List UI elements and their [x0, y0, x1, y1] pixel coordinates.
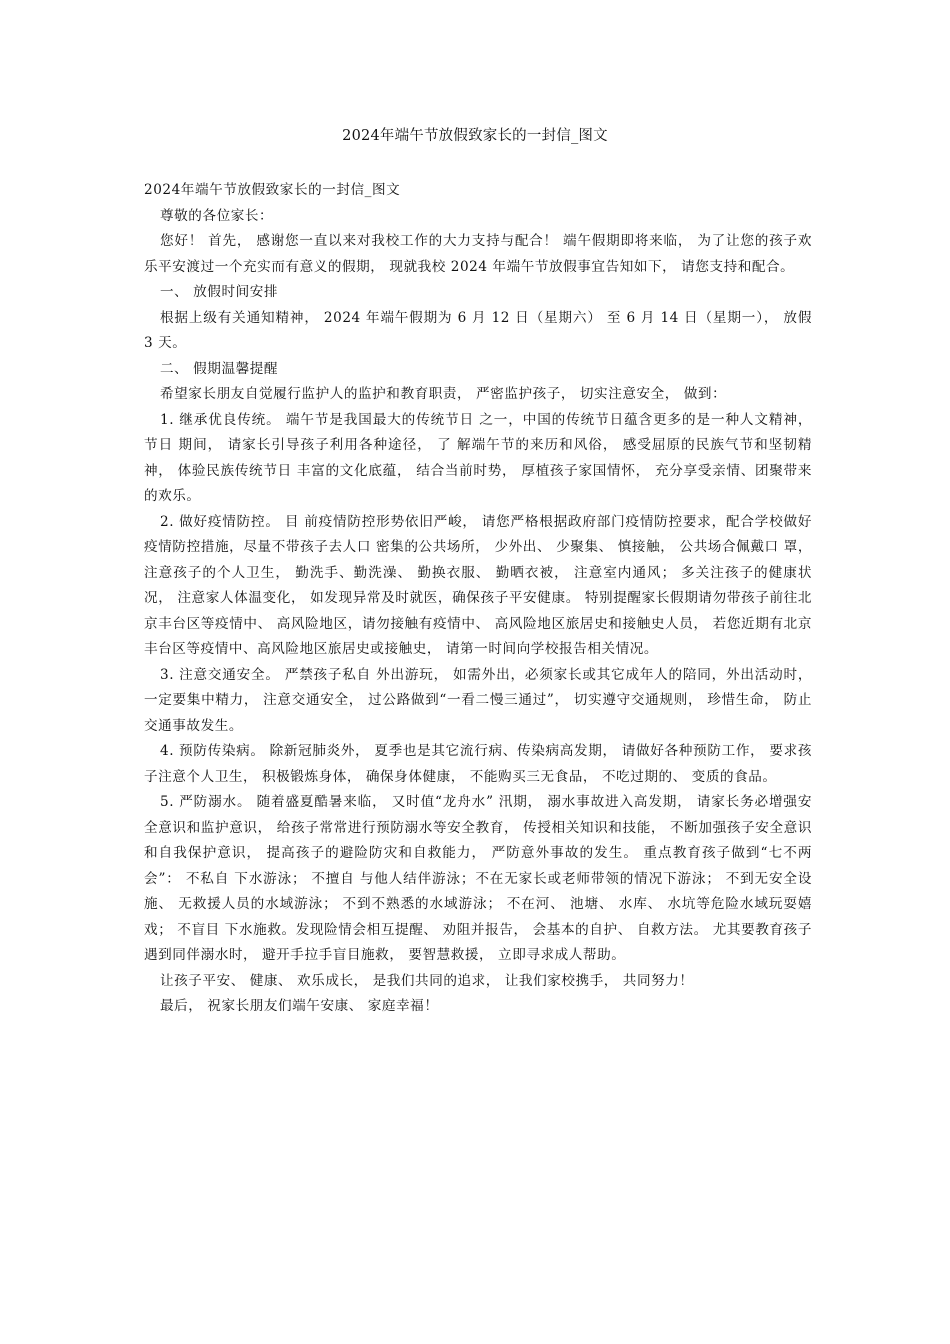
- doc-heading: 2024年端午节放假致家长的一封信_图文: [144, 182, 401, 198]
- schedule-paragraph: 根据上级有关通知精神， 2024 年端午假期为 6 月 12 日（星期六） 至 6 月 14 日（星期一）， 放假 3 天。: [144, 309, 812, 351]
- salutation: 尊敬的各位家长：: [160, 207, 274, 224]
- section-heading-schedule: 一、 放假时间安排: [160, 284, 279, 300]
- reminder-item-tradition: 1. 继承优良传统。 端午节是我国最大的传统节日 之一，中国的传统节日蕴含更多的是一种人文精神， 节日 期间， 请家长引导孩子利用各种途径， 了 解端午节的来历和风俗， 感受屈原的民族气节和坚韧精神， 体验民族传统节日 丰富的文化底蕴， 结合当前时势， 厚植孩子家国情怀， 充分享受亲情、团聚带来的欢乐。: [144, 411, 812, 504]
- final-wishes: 最后， 祝家长朋友们端午安康、 家庭幸福！: [160, 998, 439, 1014]
- reminder-item-disease: 4. 预防传染病。 除新冠肺炎外， 夏季也是其它流行病、传染病高发期， 请做好各种预防工作， 要求孩子注意个人卫生， 积极锻炼身体， 确保身体健康， 不能购买三无食品， 不吃过期的、 变质的食品。: [144, 743, 812, 785]
- closing-paragraph: 让孩子平安、 健康、 欢乐成长， 是我们共同的追求， 让我们家校携手， 共同努力！: [160, 972, 694, 989]
- reminders-intro: 希望家长朋友自觉履行监护人的监护和教育职责， 严密监护孩子， 切实注意安全， 做到：: [160, 386, 727, 402]
- page-title: 2024年端午节放假致家长的一封信_图文: [342, 128, 608, 144]
- section-heading-reminders: 二、 假期温馨提醒: [160, 360, 279, 377]
- reminder-item-epidemic: 2. 做好疫情防控。 目 前疫情防控形势依旧严峻， 请您严格根据政府部门疫情防控要求，配合学校做好疫情防控措施，尽量不带孩子去人口 密集的公共场所， 少外出、 少聚集、 慎接触， 公共场合佩戴口 罩， 注意孩子的个人卫生， 勤洗手、勤洗澡、 勤换衣服、 勤晒衣被， 注意室内通风； 多关注孩子的健康状况， 注意家人体温变化， 如发现异常及时就医，确保孩子平安健康。 特别提醒家长假期请勿带孩子前往北京丰台区等疫情中、 高风险地区，请勿接触有疫情中、 高风险地区旅居史和接触史人员， 若您近期有北京丰台区等疫情中、高风险地区旅居史或接触史， 请第一时间向学校报告相关情况。: [144, 513, 812, 657]
- intro-paragraph: 您好！ 首先， 感谢您一直以来对我校工作的大力支持与配合！ 端午假期即将来临， 为了让您的孩子欢乐平安渡过一个充实而有意义的假期， 现就我校 2024 年端午节放假事宜告知如下， 请您支持和配合。: [144, 233, 812, 275]
- reminder-item-drowning: 5. 严防溺水。 随着盛夏酷暑来临， 又时值“龙舟水” 汛期， 溺水事故进入高发期， 请家长务必增强安全意识和监护意识， 给孩子常常进行预防溺水等安全教育， 传授相关知识和技能， 不断加强孩子安全意识和自我保护意识， 提高孩子的避险防灾和自救能力， 严防意外事故的发生。 重点教育孩子做到“七不两会”： 不私自 下水游泳； 不擅自 与他人结伴游泳；不在无家长或老师带领的情况下游泳； 不到无安全设施、 无救援人员的水域游泳； 不到不熟悉的水域游泳； 不在河、 池塘、 水库、 水坑等危险水域玩耍嬉戏； 不盲目 下水施救。发现险情会相互提醒、 劝阻并报告， 会基本的自护、 自救方法。 尤其要教育孩子遇到同伴溺水时， 避开手拉手盲目施救， 要智慧救援， 立即寻求成人帮助。: [144, 794, 812, 963]
- reminder-item-traffic: 3. 注意交通安全。 严禁孩子私自 外出游玩， 如需外出，必须家长或其它成年人的陪同，外出活动时， 一定要集中精力， 注意交通安全， 过公路做到“一看二慢三通过”， 切实遵守交通规则， 珍惜生命， 防止交通事故发生。: [144, 666, 812, 734]
- document-body: [144, 178, 812, 1020]
